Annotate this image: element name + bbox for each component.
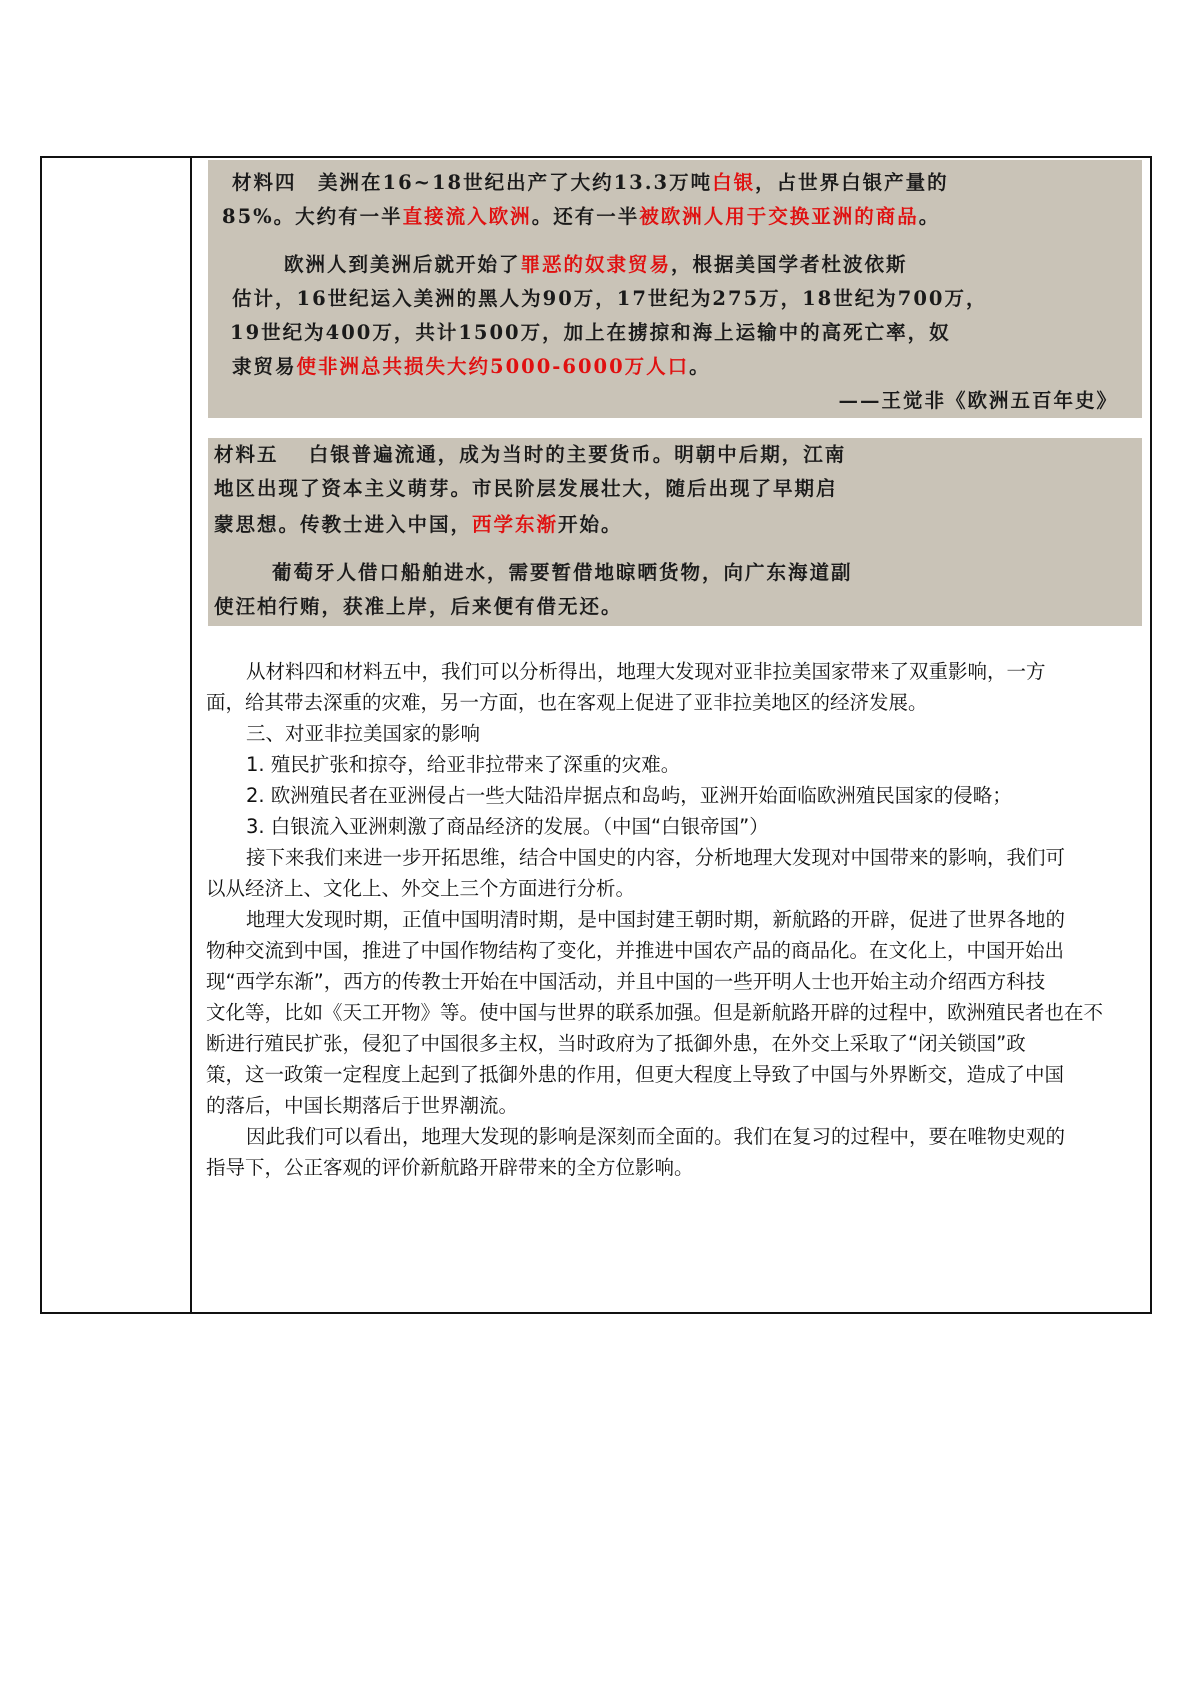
material-four-line: 19世纪为400万，共计1500万，加上在掳掠和海上运输中的高死亡率，奴 bbox=[230, 321, 951, 344]
paragraph-line: 地理大发现时期，正值中国明清时期，是中国封建王朝时期，新航路的开辟，促进了世界各地的 bbox=[246, 908, 1066, 931]
paragraph-line: 从材料四和材料五中，我们可以分析得出，地理大发现对亚非拉美国家带来了双重影响，一方 bbox=[246, 660, 1046, 683]
material-four-line: 隶贸易使非洲总共损失大约5000-6000万人口。 bbox=[232, 355, 711, 378]
paragraph-line: 的落后，中国长期落后于世界潮流。 bbox=[206, 1094, 519, 1117]
material-five-line: 材料五 白银普遍流通，成为当时的主要货币。明朝中后期，江南 bbox=[214, 443, 847, 466]
list-item: 3. 白银流入亚洲刺激了商品经济的发展。（中国“白银帝国”） bbox=[246, 815, 769, 838]
list-item: 2. 欧洲殖民者在亚洲侵占一些大陆沿岸据点和岛屿，亚洲开始面临欧洲殖民国家的侵略； bbox=[246, 784, 1012, 807]
material-five-image bbox=[208, 438, 1142, 626]
material-five-line: 蒙思想。传教士进入中国，西学东渐开始。 bbox=[214, 513, 623, 536]
paragraph-line: 现“西学东渐”，西方的传教士开始在中国活动，并且中国的一些开明人士也开始主动介绍西方科技 bbox=[206, 970, 1046, 993]
lesson-table bbox=[40, 156, 1152, 1314]
paragraph-line: 因此我们可以看出，地理大发现的影响是深刻而全面的。我们在复习的过程中，要在唯物史观的 bbox=[246, 1125, 1066, 1148]
paragraph-line: 文化等，比如《天工开物》等。使中国与世界的联系加强。但是新航路开辟的过程中，欧洲殖民者也在不 bbox=[206, 1001, 1104, 1024]
material-four-line: 估计，16世纪运入美洲的黑人为90万，17世纪为275万，18世纪为700万， bbox=[232, 287, 988, 310]
material-four-line: 欧洲人到美洲后就开始了罪恶的奴隶贸易，根据美国学者杜波依斯 bbox=[284, 253, 908, 276]
left-column-cell bbox=[42, 158, 192, 1312]
paragraph-line: 策，这一政策一定程度上起到了抵御外患的作用，但更大程度上导致了中国与外界断交，造成了中国 bbox=[206, 1063, 1065, 1086]
material-five-line: 使汪柏行贿，获准上岸，后来便有借无还。 bbox=[214, 595, 623, 618]
section-heading: 三、对亚非拉美国家的影响 bbox=[246, 722, 481, 745]
material-four-source: ——王觉非《欧洲五百年史》 bbox=[838, 389, 1118, 412]
material-five-line: 葡萄牙人借口船舶进水，需要暂借地晾晒货物，向广东海道副 bbox=[272, 561, 853, 584]
paragraph-line: 面，给其带去深重的灾难，另一方面，也在客观上促进了亚非拉美地区的经济发展。 bbox=[206, 691, 928, 714]
material-five-line: 地区出现了资本主义萌芽。市民阶层发展壮大，随后出现了早期启 bbox=[214, 477, 838, 500]
material-four-line: 85%。大约有一半直接流入欧洲。还有一半被欧洲人用于交换亚洲的商品。 bbox=[222, 205, 941, 228]
list-item: 1. 殖民扩张和掠夺，给亚非拉带来了深重的灾难。 bbox=[246, 753, 681, 776]
analysis-text bbox=[206, 656, 1146, 1183]
paragraph-line: 接下来我们来进一步开拓思维，结合中国史的内容，分析地理大发现对中国带来的影响，我们可 bbox=[246, 846, 1066, 869]
material-four-image bbox=[208, 160, 1142, 418]
paragraph-line: 物种交流到中国，推进了中国作物结构了变化，并推进中国农产品的商品化。在文化上，中国开始出 bbox=[206, 939, 1065, 962]
paragraph-line: 以从经济上、文化上、外交上三个方面进行分析。 bbox=[206, 877, 636, 900]
paragraph-line: 指导下，公正客观的评价新航路开辟带来的全方位影响。 bbox=[206, 1156, 694, 1179]
paragraph-line: 断进行殖民扩张，侵犯了中国很多主权，当时政府为了抵御外患，在外交上采取了“闭关锁国”政 bbox=[206, 1032, 1026, 1055]
material-four-line: 材料四 美洲在16~18世纪出产了大约13.3万吨白银，占世界白银产量的 bbox=[232, 171, 949, 194]
right-column-cell bbox=[194, 158, 1150, 1312]
